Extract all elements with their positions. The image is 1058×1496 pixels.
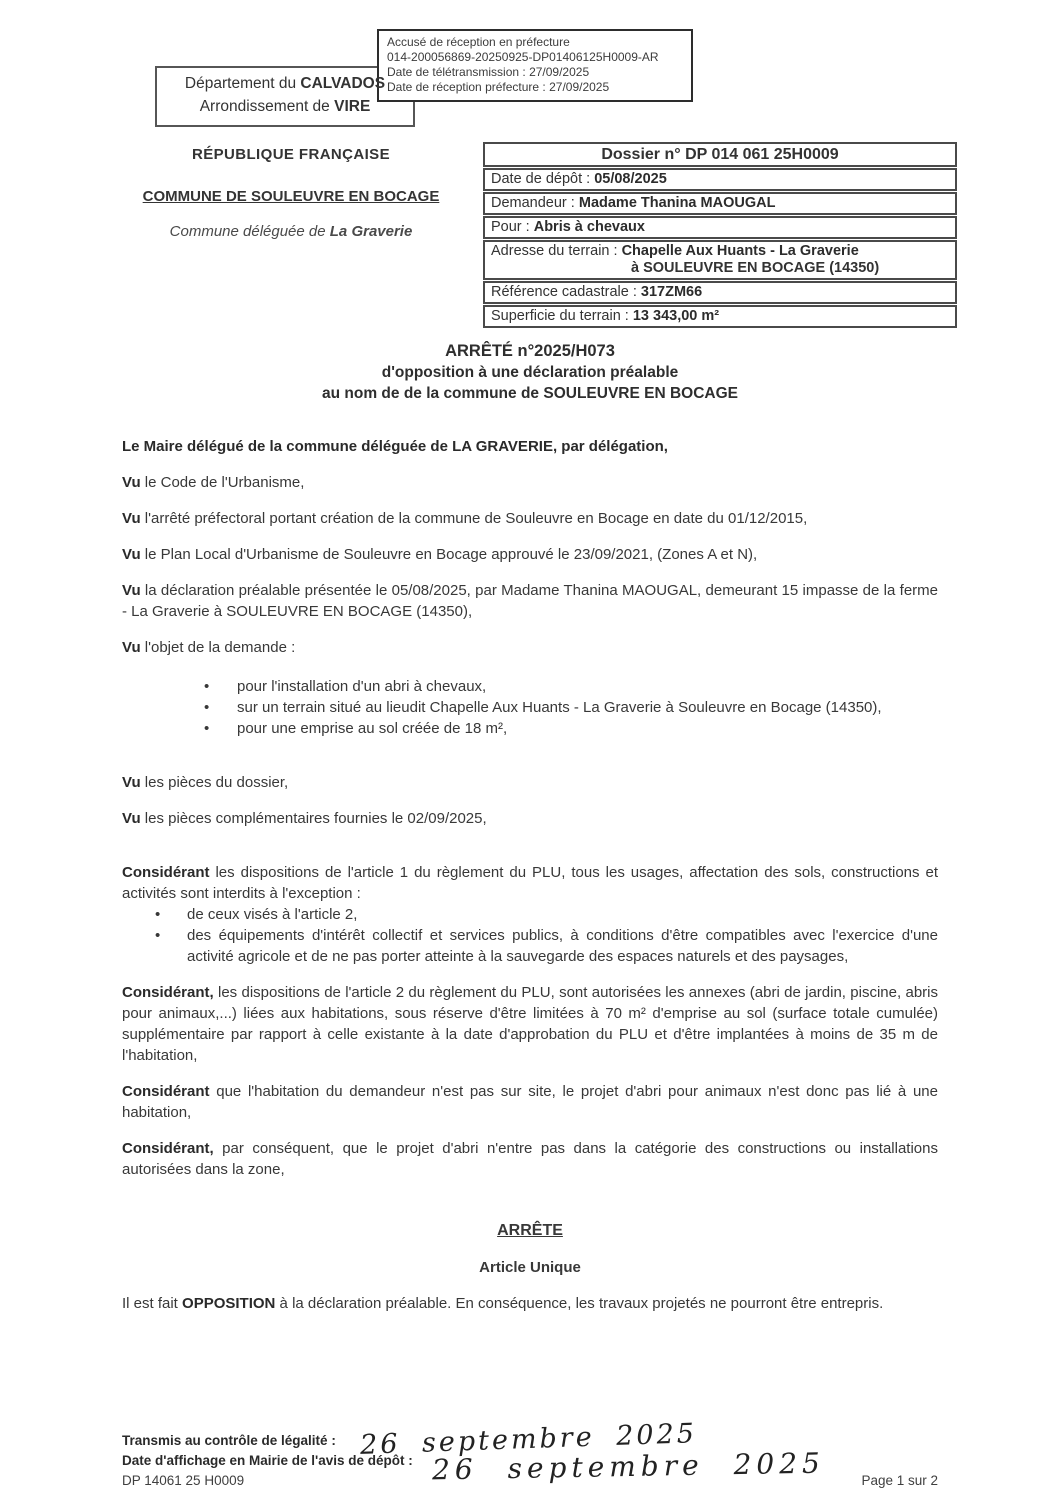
considerant-text: par conséquent, que le projet d'abri n'entre pas dans la catégorie des constructions ou installations autorisées dans la zone, bbox=[122, 1140, 938, 1178]
table-row-adresse bbox=[483, 240, 957, 280]
arrete-number: ARRÊTÉ n°2025/H073 bbox=[445, 342, 615, 360]
opposition-post: à la déclaration préalable. En conséquence, les travaux projetés ne pourront être entrepris. bbox=[275, 1295, 884, 1312]
handwritten-legality-date: 26 septembre 2025 bbox=[359, 1418, 698, 1461]
row-label: Adresse du terrain : bbox=[491, 243, 622, 259]
row-label: Référence cadastrale : bbox=[491, 284, 641, 300]
paragraph-vu-plu bbox=[122, 544, 938, 565]
list-item: • sur un terrain situé au lieudit Chapelle Aux Huants - La Graverie à Souleuvre en Bocage (14350), bbox=[122, 697, 938, 718]
arrete-commune-line: au nom de de la commune de SOULEUVRE EN BOCAGE bbox=[322, 385, 738, 402]
list-item: • de ceux visés à l'article 2, bbox=[122, 904, 938, 925]
vu-lead: Vu bbox=[122, 582, 141, 599]
list-item: • des équipements d'intérêt collectif et services publics, à conditions d'être compatibles avec l'exercice d'une activité agricole et de ne pas porter atteinte à la sauvegarde des espaces naturels et des paysages, bbox=[122, 925, 938, 967]
commune-deleguee-line bbox=[121, 223, 461, 240]
considerant-text: les dispositions de l'article 1 du règlement du PLU, tous les usages, affectation des sols, constructions et activités sont interdits à l'exception : bbox=[122, 864, 938, 902]
table-row-demandeur bbox=[483, 192, 957, 215]
vu-lead: Vu bbox=[122, 510, 141, 527]
page-number: Page 1 sur 2 bbox=[861, 1473, 938, 1488]
considerant-lead: Considérant bbox=[122, 864, 210, 881]
commune-heading: COMMUNE DE SOULEUVRE EN BOCAGE bbox=[142, 188, 440, 205]
row-value: 317ZM66 bbox=[640, 284, 703, 300]
vu-lead: Vu bbox=[122, 639, 141, 656]
objet-bullet-list bbox=[122, 676, 938, 739]
paragraph-vu-code bbox=[122, 472, 938, 493]
paragraph-considerant-1 bbox=[122, 862, 938, 904]
row-value: 13 343,00 m² bbox=[632, 308, 720, 324]
arrete-title-block bbox=[122, 341, 938, 404]
vu-text: l'arrêté préfectoral portant création de la commune de Souleuvre en Bocage en date du 01/12/2015, bbox=[140, 510, 808, 527]
row-value: Abris à chevaux bbox=[533, 219, 645, 235]
row-value-line2: à SOULEUVRE EN BOCAGE (14350) bbox=[631, 260, 880, 276]
paragraph-vu-arrete-prefectoral bbox=[122, 508, 938, 529]
table-row-pour bbox=[483, 216, 957, 239]
considerant-lead: Considérant, bbox=[122, 984, 214, 1001]
handwritten-display-date: 26 septembre 2025 bbox=[431, 1446, 826, 1487]
commune-deleguee-label: Commune déléguée de bbox=[169, 223, 330, 240]
table-row-reference bbox=[483, 281, 957, 304]
vu-text: l'objet de la demande : bbox=[140, 639, 296, 656]
opposition-word: OPPOSITION bbox=[182, 1295, 276, 1312]
row-value: 05/08/2025 bbox=[594, 171, 667, 187]
stamp-line-4: Date de réception préfecture : 27/09/2025 bbox=[387, 80, 610, 94]
list-item: • pour une emprise au sol créée de 18 m², bbox=[122, 718, 938, 739]
row-label: Demandeur : bbox=[491, 195, 579, 211]
paragraph-vu-declaration bbox=[122, 580, 938, 622]
department-box bbox=[155, 66, 415, 127]
considerant-text: les dispositions de l'article 2 du règlement du PLU, sont autorisées les annexes (abri de jardin, piscine, abris pour animaux,...) liées aux habitations, sous réserve d'être limitées à 70 m² d'emprise au sol (surface totale cumulée) supplémentaire par rapport à celle existante à la date d'approbation du PLU et d'être implantées à moins de 35 m de l'habitation, bbox=[122, 984, 938, 1064]
opposition-pre: Il est fait bbox=[122, 1295, 183, 1312]
paragraph-considerant-3 bbox=[122, 1081, 938, 1123]
considerant-lead: Considérant, bbox=[122, 1140, 214, 1157]
paragraph-intro: Le Maire délégué de la commune déléguée de LA GRAVERIE, par délégation, bbox=[122, 438, 668, 455]
list-item: • pour l'installation d'un abri à chevaux, bbox=[122, 676, 938, 697]
row-label: Pour : bbox=[491, 219, 534, 235]
dossier-table bbox=[483, 142, 957, 328]
vu-lead: Vu bbox=[122, 546, 141, 563]
arrondissement-name: VIRE bbox=[334, 98, 371, 115]
legality-label: Transmis au contrôle de légalité : bbox=[122, 1433, 336, 1448]
vu-text: le Code de l'Urbanisme, bbox=[140, 474, 305, 491]
stamp-line-1: Accusé de réception en préfecture bbox=[387, 35, 570, 49]
paragraph-vu-pieces bbox=[122, 772, 938, 793]
table-row-date-depot bbox=[483, 168, 957, 191]
document-body bbox=[122, 436, 938, 1329]
paragraph-considerant-2 bbox=[122, 982, 938, 1066]
vu-text: le Plan Local d'Urbanisme de Souleuvre en Bocage approuvé le 23/09/2021, (Zones A et N), bbox=[140, 546, 758, 563]
paragraph-vu-objet bbox=[122, 637, 938, 658]
vu-text: les pièces complémentaires fournies le 02/09/2025, bbox=[140, 810, 487, 827]
article-unique-heading: Article Unique bbox=[479, 1259, 581, 1276]
vu-lead: Vu bbox=[122, 474, 141, 491]
row-label: Date de dépôt : bbox=[491, 171, 595, 187]
vu-text: la déclaration préalable présentée le 05/08/2025, par Madame Thanina MAOUGAL, demeurant 15 impasse de la ferme - La Graverie à SOULEUVRE EN BOCAGE (14350), bbox=[122, 582, 938, 620]
row-value: Madame Thanina MAOUGAL bbox=[578, 195, 776, 211]
dossier-number: Dossier n° DP 014 061 25H0009 bbox=[483, 142, 957, 167]
arrondissement-line bbox=[157, 95, 413, 118]
department-name: CALVADOS bbox=[300, 75, 386, 92]
vu-lead: Vu bbox=[122, 774, 141, 791]
arrete-subtitle: d'opposition à une déclaration préalable bbox=[381, 364, 679, 381]
row-value: Chapelle Aux Huants - La Graverie bbox=[621, 243, 859, 259]
stamp-line-2: 014-200056869-20250925-DP01406125H0009-AR bbox=[387, 50, 659, 64]
paragraph-opposition bbox=[122, 1293, 938, 1314]
considerant-text: que l'habitation du demandeur n'est pas sur site, le projet d'abri pour animaux n'est donc pas lié à une habitation, bbox=[122, 1083, 938, 1121]
department-line bbox=[157, 72, 413, 95]
considerant-lead: Considérant bbox=[122, 1083, 210, 1100]
paragraph-considerant-4 bbox=[122, 1138, 938, 1180]
department-label: Département du bbox=[184, 75, 301, 92]
arrondissement-label: Arrondissement de bbox=[199, 98, 335, 115]
article1-bullet-list bbox=[122, 904, 938, 967]
prefecture-receipt-stamp bbox=[377, 29, 693, 102]
commune-deleguee-name: La Graverie bbox=[329, 223, 413, 240]
vu-lead: Vu bbox=[122, 810, 141, 827]
row-label: Superficie du terrain : bbox=[491, 308, 633, 324]
paragraph-vu-pieces-complementaires bbox=[122, 808, 938, 829]
dossier-reference: DP 14061 25 H0009 bbox=[122, 1473, 245, 1488]
republic-heading: RÉPUBLIQUE FRANÇAISE bbox=[191, 146, 390, 163]
arrete-section-heading: ARRÊTE bbox=[497, 1222, 563, 1239]
vu-text: les pièces du dossier, bbox=[140, 774, 289, 791]
display-date-label: Date d'affichage en Mairie de l'avis de dépôt : bbox=[122, 1452, 413, 1468]
stamp-line-3: Date de télétransmission : 27/09/2025 bbox=[387, 65, 590, 79]
table-row-superficie bbox=[483, 305, 957, 328]
